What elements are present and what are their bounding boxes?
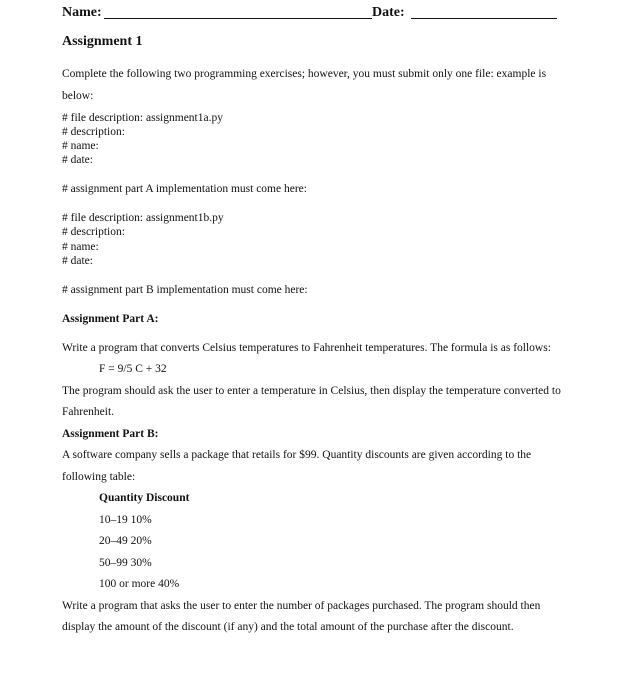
part-a-text-2-line-2: Fahrenheit. — [62, 406, 115, 418]
part-a-text-1: Write a program that converts Celsius temperatures to Fahrenheit temperatures. The formula is as follows: — [62, 342, 551, 354]
template-b-line-4: # date: — [62, 255, 93, 267]
template-a-line-3: # name: — [62, 140, 99, 152]
part-b-text-1-line-1: A software company sells a package that retails for $99. Quantity discounts are given according to the — [62, 449, 532, 461]
template-a-line-1: # file description: assignment1a.py — [62, 112, 223, 124]
template-b-line-2: # description: — [62, 226, 125, 238]
discount-table-row: 50–99 30% — [99, 557, 152, 569]
part-b-heading: Assignment Part B: — [62, 428, 159, 440]
part-b-text-1-line-2: following table: — [62, 471, 136, 483]
discount-table-row: 100 or more 40% — [99, 578, 180, 590]
discount-table-row: 20–49 20% — [99, 535, 152, 547]
part-a-heading: Assignment Part A: — [62, 313, 159, 325]
date-label: Date: — [372, 5, 405, 20]
discount-table-header: Quantity Discount — [99, 492, 190, 504]
part-b-comment: # assignment part B implementation must come here: — [62, 284, 308, 296]
discount-table-row: 10–19 10% — [99, 514, 152, 526]
part-a-text-2-line-1: The program should ask the user to enter a temperature in Celsius, then display the temperature converted to — [62, 385, 561, 397]
intro-line-1: Complete the following two programming exercises; however, you must submit only one file: example is — [62, 68, 547, 80]
page-title: Assignment 1 — [62, 34, 143, 49]
template-a-line-4: # date: — [62, 154, 93, 166]
part-b-text-2-line-1: Write a program that asks the user to enter the number of packages purchased. The program should then — [62, 600, 541, 612]
name-blank-line — [104, 18, 372, 19]
template-b-line-3: # name: — [62, 241, 99, 253]
part-a-formula: F = 9/5 C + 32 — [99, 363, 167, 375]
part-a-comment: # assignment part A implementation must come here: — [62, 183, 307, 195]
date-blank-line — [411, 18, 557, 19]
template-b-line-1: # file description: assignment1b.py — [62, 212, 224, 224]
intro-line-2: below: — [62, 90, 94, 102]
part-b-text-2-line-2: display the amount of the discount (if any) and the total amount of the purchase after the discount. — [62, 621, 514, 633]
template-a-line-2: # description: — [62, 126, 125, 138]
name-label: Name: — [62, 5, 102, 20]
